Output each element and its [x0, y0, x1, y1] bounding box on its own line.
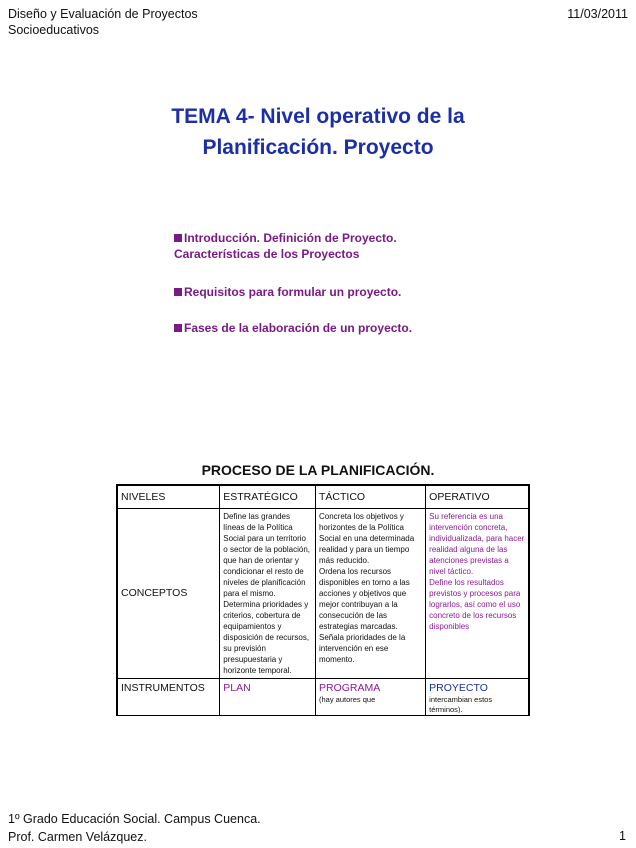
bullet-item-requisitos [174, 284, 401, 300]
header-date: 11/03/2011 [567, 7, 628, 21]
bullet-text-line2: Características de los Proyectos [174, 247, 360, 261]
header-estrategico: ESTRATÉGICO [220, 485, 316, 509]
instrument-note: intercambian estos términos). [429, 695, 493, 713]
instrument-note: (hay autores que [318, 695, 376, 704]
bullet-item-fases [174, 320, 412, 336]
table-title: PROCESO DE LA PLANIFICACIÓN. [201, 462, 435, 478]
planning-table [116, 484, 530, 716]
slide-title-line1: TEMA 4- Nivel operativo de la [171, 105, 465, 128]
cell-estrategico-conceptos [220, 509, 316, 679]
instrument-proyecto: PROYECTO [429, 682, 488, 694]
bullet-item-introduccion [174, 230, 397, 262]
header-operativo: OPERATIVO [426, 485, 529, 509]
bullet-text: Introducción. Definición de Proyecto. [184, 231, 397, 245]
footer-line1: 1º Grado Educación Social. Campus Cuenca. [8, 812, 261, 826]
square-bullet-icon [174, 324, 182, 332]
cell-operativo-conceptos [426, 509, 529, 679]
cell-paragraph: Señala prioridades de la intervención en ese momento. [318, 633, 406, 664]
table-header-row [117, 485, 529, 509]
header-niveles: NIVELES [117, 485, 220, 509]
footer-line2: Prof. Carmen Velázquez. [8, 830, 147, 844]
cell-tactico-conceptos [315, 509, 425, 679]
instrument-programa: PROGRAMA [318, 682, 381, 694]
bullet-text: Requisitos para formular un proyecto. [184, 285, 402, 299]
row-label-conceptos: CONCEPTOS [117, 509, 220, 679]
page-number: 1 [619, 829, 626, 843]
cell-paragraph: Define los resultados previstos y procesos para lograrlos, así como el uso concreto de los recursos disponibles [429, 578, 521, 631]
cell-operativo-instrumentos [426, 679, 529, 716]
cell-estrategico-instrumentos [220, 679, 316, 716]
cell-paragraph: Ordena los recursos disponibles en torno a las acciones y objetivos que mejor contribuyan a la consecución de las estrategias marcadas. [318, 567, 410, 631]
cell-paragraph: Determina prioridades y criterios, cobertura de equipamientos y disposición de recursos, su previsión presupuestaria y horizonte temporal. [223, 600, 310, 675]
cell-tactico-instrumentos [315, 679, 425, 716]
course-title-line2: Socioeducativos [8, 23, 100, 37]
slide-title [0, 101, 636, 163]
header-tactico: TÁCTICO [315, 485, 425, 509]
cell-paragraph: Define las grandes líneas de la Política Social para un territorio o sector de la población, que han de orientar y condicionar el resto de niveles de planificación para el mismo. [223, 512, 310, 598]
bullet-text: Fases de la elaboración de un proyecto. [184, 321, 413, 335]
instrument-plan: PLAN [223, 682, 251, 694]
cell-paragraph: Concreta los objetivos y horizontes de la Política Social en una determinada realidad y para un tiempo más reducido. [318, 512, 415, 565]
slide-title-line2: Planificación. Proyecto [202, 136, 434, 159]
course-header [8, 6, 268, 38]
row-label-instrumentos: INSTRUMENTOS [117, 679, 220, 716]
cell-paragraph: Su referencia es una intervención concreta, individualizada, para hacer realidad alguna de las atenciones previstas a nivel táctico. [429, 512, 525, 576]
square-bullet-icon [174, 234, 182, 242]
footer-info [8, 810, 261, 846]
table-row-instrumentos [117, 679, 529, 716]
course-title: Diseño y Evaluación de Proyectos [8, 7, 198, 21]
table-row-conceptos [117, 509, 529, 679]
square-bullet-icon [174, 288, 182, 296]
